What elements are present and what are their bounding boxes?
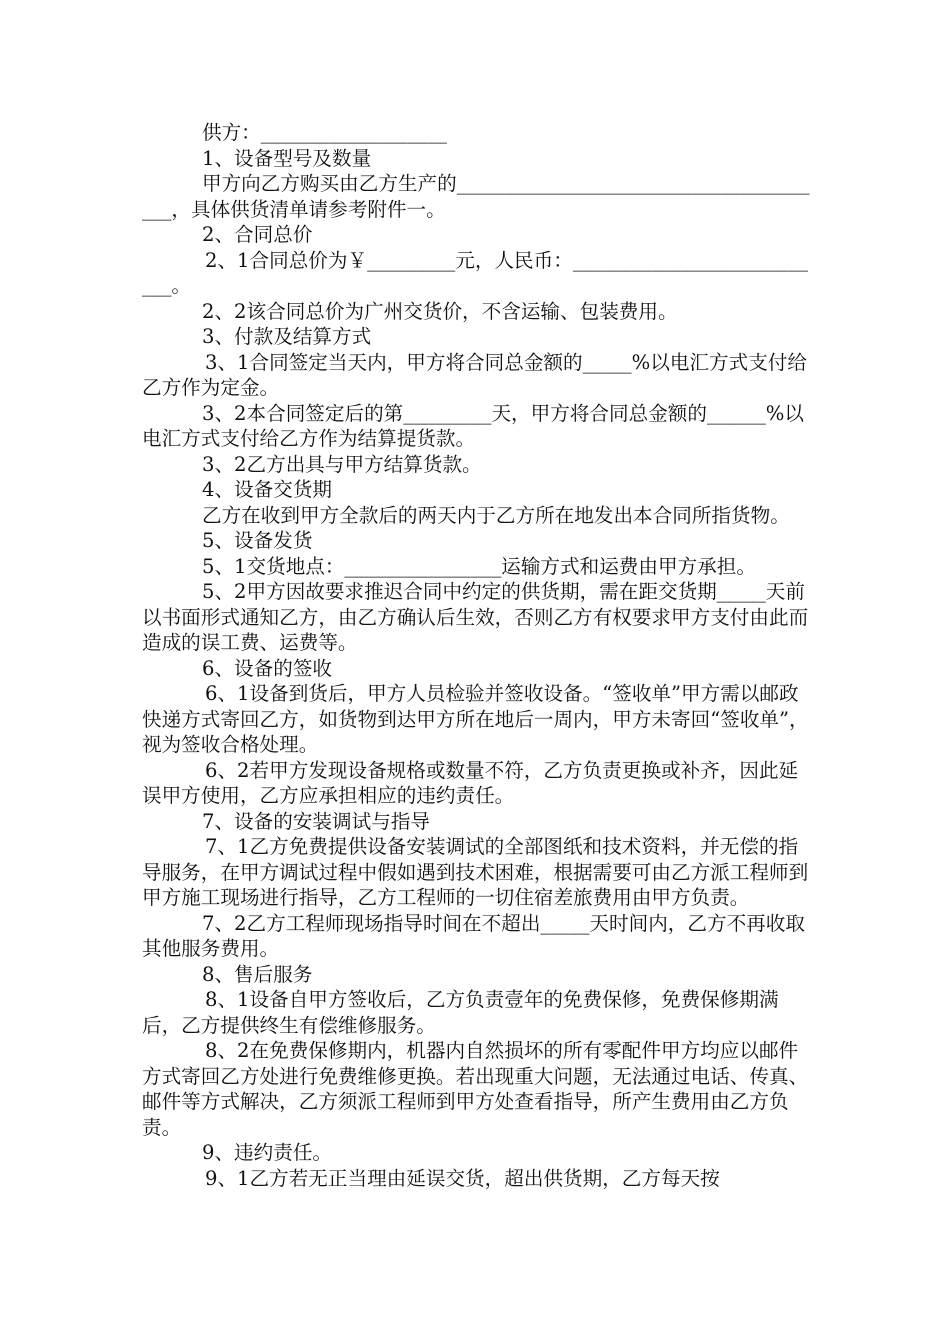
paragraph: 甲方向乙方购买由乙方生产的_______________________________________，具体供货清单请参考附件一。 (142, 172, 810, 221)
paragraph: 6、1设备到货后，甲方人员检验并签收设备。“签收单”甲方需以邮政快递方式寄回乙方，如货物到达甲方所在地后一周内，甲方未寄回“签收单”，视为签收合格处理。 (142, 682, 809, 756)
section-heading: 1、设备型号及数量 (202, 146, 372, 170)
paragraph: 乙方在收到甲方全款后的两天内于乙方所在地发出本合同所指货物。 (202, 503, 790, 527)
paragraph: 3、2乙方出具与甲方结算货款。 (202, 452, 482, 476)
paragraph: 6、2若甲方发现设备规格或数量不符，乙方负责更换或补齐，因此延误甲方使用，乙方应承担相应的违约责任。 (142, 758, 799, 807)
section-heading: 9、违约责任。 (202, 1141, 333, 1164)
paragraph: 7、1乙方免费提供设备安装调试的全部图纸和技术资料，并无偿的指导服务，在甲方调试过程中假如遇到技术困难，根据需要可由乙方派工程师到甲方施工现场进行指导，乙方工程师的一切住宿差旅费用由甲方负责。 (142, 835, 809, 909)
paragraph: 9、1乙方若无正当理由延误交货，超出供货期，乙方每天按 (205, 1166, 720, 1190)
paragraph: 3、1合同签定当天内，甲方将合同总金额的_____%以电汇方式支付给乙方作为定金。 (142, 350, 807, 399)
paragraph: 7、2乙方工程师现场指导时间在不超出_____天时间内，乙方不再收取其他服务费用。 (142, 911, 805, 960)
paragraph: 3、2本合同签定后的第_________天，甲方将合同总金额的______%以电汇方式支付给乙方作为结算提货款。 (142, 401, 804, 450)
supplier-line: 供方：___________________ (202, 121, 447, 144)
paragraph: 8、2在免费保修期内，机器内自然损坏的所有零配件甲方均应以邮件方式寄回乙方处进行免费维修更换。若出现重大问题，无法通过电话、传真、邮件等方式解决，乙方须派工程师到甲方处查看指导，所产生费用由乙方负责。 (142, 1039, 809, 1139)
section-heading: 7、设备的安装调试与指导 (202, 809, 430, 833)
paragraph: 2、1合同总价为￥_________元，人民币：___________________________。 (142, 248, 808, 297)
paragraph: 8、1设备自甲方签收后，乙方负责壹年的免费保修，免费保修期满后，乙方提供终生有偿维修服务。 (142, 988, 779, 1037)
section-heading: 3、付款及结算方式 (202, 325, 372, 348)
paragraph: 5、1交货地点：________________运输方式和运费由甲方承担。 (202, 554, 756, 578)
section-heading: 5、设备发货 (202, 529, 313, 552)
section-heading: 6、设备的签收 (202, 656, 333, 680)
section-heading: 8、售后服务 (202, 962, 313, 986)
contract-text (142, 120, 812, 1191)
section-heading: 4、设备交货期 (202, 478, 333, 501)
paragraph: 5、2甲方因故要求推迟合同中约定的供货期，需在距交货期_____天前以书面形式通知乙方，由乙方确认后生效，否则乙方有权要求甲方支付由此而造成的误工费、运费等。 (142, 580, 809, 654)
section-heading: 2、合同总价 (202, 223, 313, 246)
paragraph: 2、2该合同总价为广州交货价，不含运输、包装费用。 (202, 299, 678, 323)
